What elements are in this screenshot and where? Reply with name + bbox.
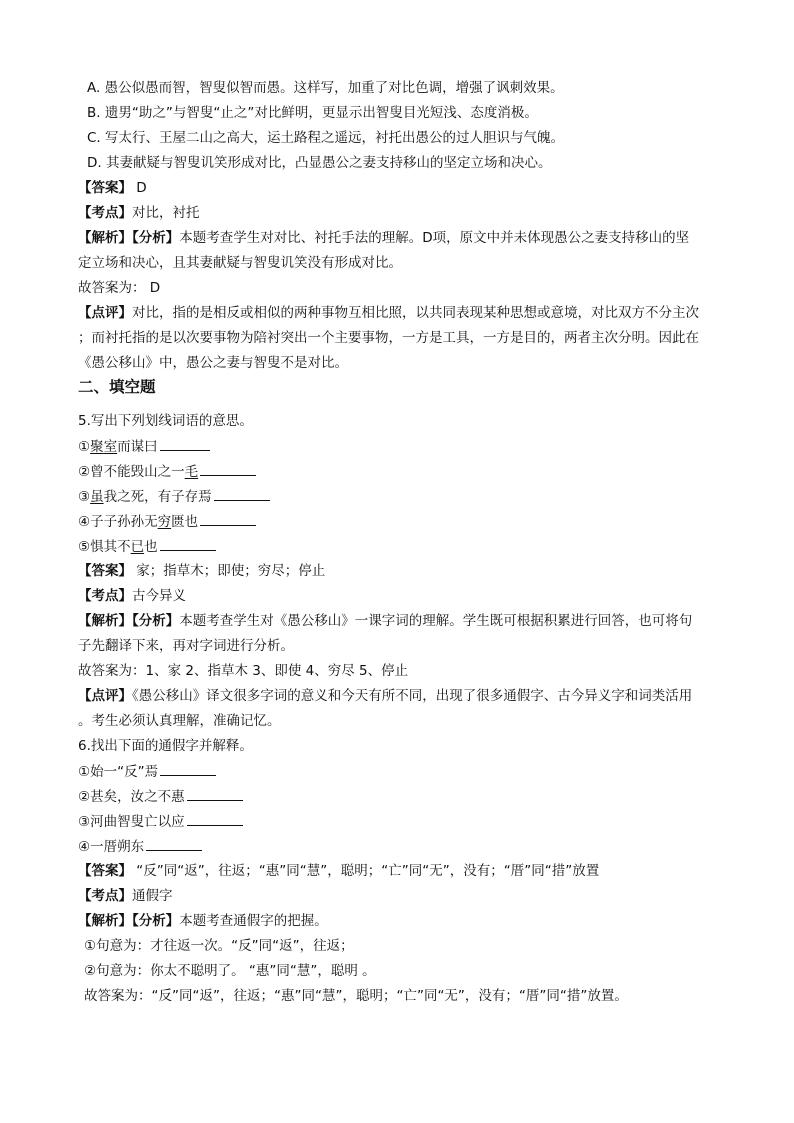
q4-option-c: C. 写太行、王屋二山之高大，运土路程之遥远，衬托出愚公的过人胆识与气魄。 xyxy=(87,130,565,146)
q5-analysis xyxy=(78,611,692,631)
point-text: 古今异义 xyxy=(132,588,186,604)
q5-analysis-cont: 子先翻译下来，再对字词进行分析。 xyxy=(78,638,294,654)
answer-blank[interactable] xyxy=(160,536,216,551)
q5-comment-cont: 。考生必须认真理解，准确记忆。 xyxy=(78,713,281,729)
q6-sub-2: ②句意为：你太不聪明了。 “惠”同“慧”，聪明 。 xyxy=(84,963,376,979)
comment-text: 《愚公移山》译文很多字词的意义和今天有所不同，出现了很多通假字、古今异义字和词类活用 xyxy=(132,688,693,704)
analysis-text: 本题考查学生对对比、衬托手法的理解。D项，原文中并未体现愚公之妻支持移山的坚 xyxy=(179,230,690,246)
analysis-text: 本题考查通假字的把握。 xyxy=(179,913,328,929)
answer-blank[interactable] xyxy=(200,461,256,476)
answer-tag: 【答案】 xyxy=(78,863,132,879)
q6-stem: 6.找出下面的通假字并解释。 xyxy=(78,738,253,754)
section-heading: 二、填空题 xyxy=(78,378,156,396)
q6-item-3: ③河曲智叟亡以应 xyxy=(78,811,243,832)
q5-item-5: ⑤惧其不已也 xyxy=(78,536,216,557)
answer-text: “反”同“返”，往返；“惠”同“慧”，聪明；“亡”同“无”，没有；“厝”同“措”放置 xyxy=(132,863,600,879)
answer-blank[interactable] xyxy=(187,786,243,801)
q6-point xyxy=(78,886,173,906)
comment-tag: 【点评】 xyxy=(78,305,132,321)
q5-final-answer: 故答案为：1、家 2、指草木 3、即使 4、穷尽 5、停止 xyxy=(78,663,409,679)
q4-comment-cont: ；而衬托指的是以次要事物为陪衬突出一个主要事物，一方是工具，一方是目的，两者主次分明。因此在 xyxy=(78,330,699,346)
point-text: 对比，衬托 xyxy=(132,205,200,221)
q6-item-4: ④一厝朔东 xyxy=(78,836,202,857)
q4-answer xyxy=(78,178,147,198)
answer-tag: 【答案】 xyxy=(78,563,132,579)
analysis-text: 本题考查学生对《愚公移山》一课字词的理解。学生既可根据积累进行回答，也可将句 xyxy=(179,613,693,629)
q4-option-a: A. 愚公似愚而智，智叟似智而愚。这样写，加重了对比色调，增强了讽刺效果。 xyxy=(87,80,564,96)
point-text: 通假字 xyxy=(132,888,173,904)
point-tag: 【考点】 xyxy=(78,205,132,221)
q6-analysis xyxy=(78,911,328,931)
q5-item-2: ②曾不能毁山之一毛 xyxy=(78,461,256,482)
q4-comment-cont-2: 《愚公移山》中，愚公之妻与智叟不是对比。 xyxy=(78,355,348,371)
answer-tag: 【答案】 xyxy=(78,180,132,196)
q6-sub-1: ①句意为：才往返一次。“反”同“返”，往返； xyxy=(84,938,354,954)
q4-analysis xyxy=(78,228,689,248)
q5-item-3: ③虽我之死，有子存焉 xyxy=(78,486,270,507)
q4-comment xyxy=(78,303,699,323)
q6-answer xyxy=(78,861,599,881)
answer-text: D xyxy=(132,180,147,196)
q6-item-1: ①始一“反”焉 xyxy=(78,761,216,782)
q5-stem: 5.写出下列划线词语的意思。 xyxy=(78,413,253,429)
q4-point xyxy=(78,203,200,223)
analysis-tag: 【解析】【分析】 xyxy=(78,230,180,246)
point-tag: 【考点】 xyxy=(78,588,132,604)
q5-point xyxy=(78,586,186,606)
answer-blank[interactable] xyxy=(187,811,243,826)
answer-blank[interactable] xyxy=(146,836,202,851)
q5-comment xyxy=(78,686,692,706)
analysis-tag: 【解析】【分析】 xyxy=(78,613,180,629)
comment-text: 对比，指的是相反或相似的两种事物互相比照，以共同表现某种思想或意境，对比双方不分主次 xyxy=(132,305,699,321)
q4-final-answer: 故答案为： D xyxy=(78,280,161,296)
q5-item-4: ④子子孙孙无穷匮也 xyxy=(78,511,256,532)
q4-option-b: B. 遗男“助之”与智叟“止之”对比鲜明，更显示出智叟目光短浅、态度消极。 xyxy=(87,105,538,121)
q4-option-d: D. 其妻献疑与智叟讥笑形成对比，凸显愚公之妻支持移山的坚定立场和决心。 xyxy=(87,155,552,171)
analysis-tag: 【解析】【分析】 xyxy=(78,913,180,929)
point-tag: 【考点】 xyxy=(78,888,132,904)
answer-blank[interactable] xyxy=(160,761,216,776)
answer-blank[interactable] xyxy=(160,436,210,451)
comment-tag: 【点评】 xyxy=(78,688,132,704)
answer-blank[interactable] xyxy=(200,511,256,526)
q5-item-1: ①聚室而谋曰 xyxy=(78,436,210,457)
q5-answer xyxy=(78,561,325,581)
answer-text: 家；指草木；即使；穷尽；停止 xyxy=(132,563,326,579)
q6-item-2: ②甚矣，汝之不惠 xyxy=(78,786,243,807)
q4-analysis-cont: 定立场和决心，且其妻献疑与智叟讥笑没有形成对比。 xyxy=(78,255,402,271)
q6-final-answer: 故答案为：“反”同“返”，往返；“惠”同“慧”，聪明；“亡”同“无”，没有；“厝”同“措”放置。 xyxy=(84,988,628,1004)
answer-blank[interactable] xyxy=(214,486,270,501)
